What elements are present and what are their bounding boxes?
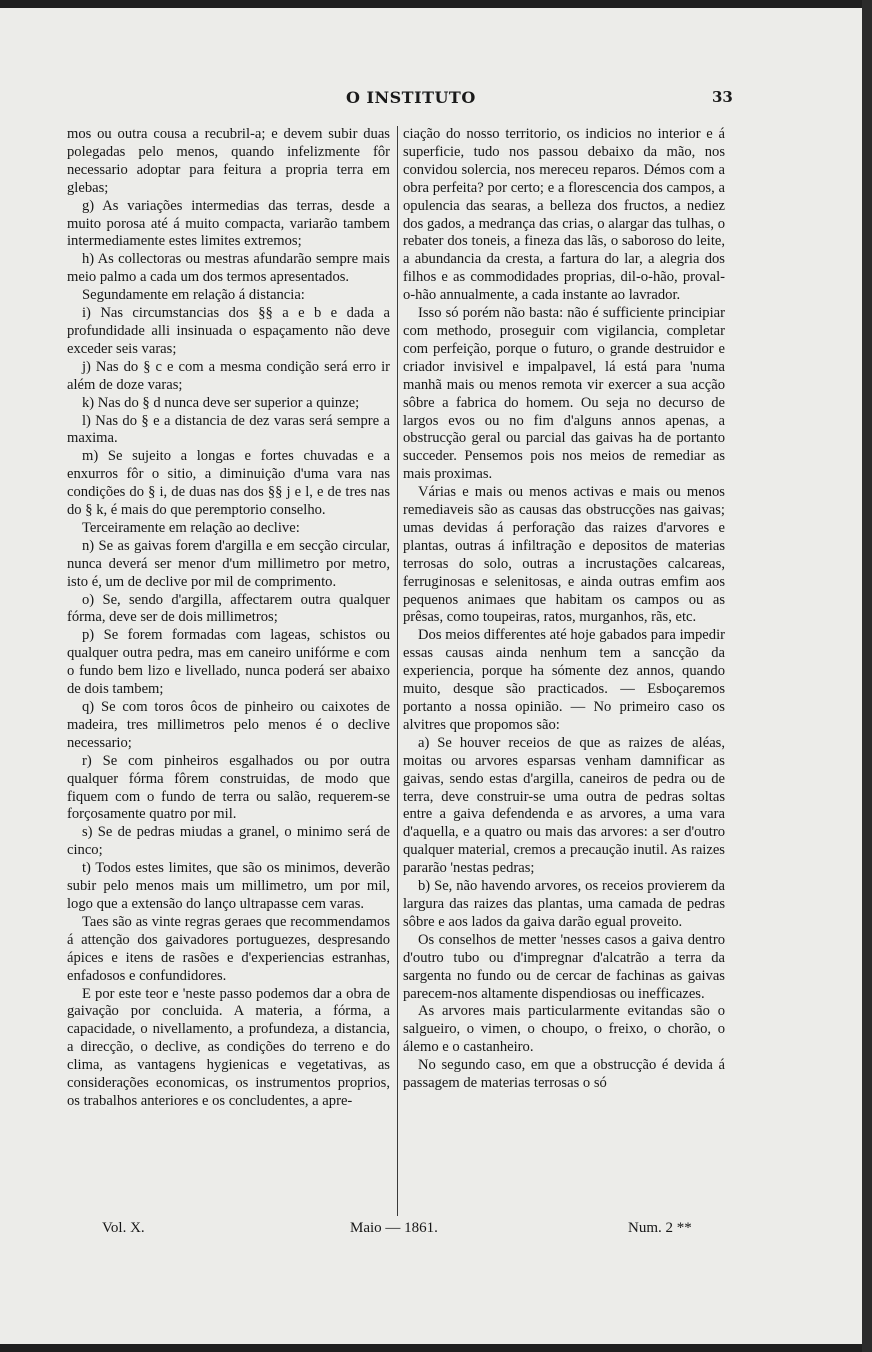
- paragraph: h) As collectoras ou mestras afundarão sempre mais meio palmo a cada um dos termos apresentados.: [67, 251, 390, 286]
- right-column: [403, 126, 725, 1093]
- paragraph: g) As variações intermedias das terras, desde a muito porosa até á muito compacta, variarão tambem intermediamente estes limites extremos;: [67, 197, 390, 250]
- paragraph: k) Nas do § d nunca deve ser superior a quinze;: [82, 394, 360, 411]
- paragraph: Os conselhos de metter 'nesses casos a gaiva dentro d'outro tubo ou d'impregnar d'alcatrão a terra da sargenta no fundo ou de cercar de fachinas as gaivas parecem-nos altamente dispendiosas ou inefficazes.: [403, 931, 725, 1002]
- journal-title: O INSTITUTO: [346, 88, 476, 107]
- page-number: 33: [712, 88, 733, 106]
- paragraph: l) Nas do § e a distancia de dez varas será sempre a maxima.: [67, 412, 390, 447]
- issue-date: Maio — 1861.: [350, 1220, 438, 1236]
- paragraph: Terceiramente em relação ao declive:: [82, 519, 300, 536]
- paragraph: o) Se, sendo d'argilla, affectarem outra qualquer fórma, deve ser de dois millimetros;: [67, 591, 390, 626]
- paragraph: Várias e mais ou menos activas e mais ou menos remediaveis são as causas das obstrucções nas gaivas; umas devidas á perforação das raizes d'arvores e plantas, outras á infiltração e depositos de materias terrosas do solo, outras a incrustações calcareas, ferruginosas e selenitosas, e ainda outras emfim aos pequenos animaes que habitam os campos ou as prêsas, como toupeiras, ratos, murganhos, rãs, etc.: [403, 484, 725, 626]
- paragraph: i) Nas circumstancias dos §§ a e b e dada a profundidade alli insinuada o espaçamento não deve exceder seis varas;: [67, 305, 390, 357]
- paragraph: No segundo caso, em que a obstrucção é devida á passagem de materias terrosas o só: [403, 1057, 725, 1092]
- left-column: [67, 126, 390, 1111]
- paragraph: j) Nas do § c e com a mesma condição será erro ir além de doze varas;: [67, 358, 390, 393]
- paragraph: Taes são as vinte regras geraes que recommendamos á attenção dos gaivadores portuguezes, despresando ápices e itens de rasões e d'experiencias estranhas, enfadosos e confundidores.: [67, 913, 390, 984]
- paragraph: Dos meios differentes até hoje gabados para impedir essas causas ainda nenhum tem a sancção da experiencia, porque ha sómente dez annos, quando muito, desque são practicados. — Esboçaremos portanto a nossa opinião. — No primeiro caso os alvitres que propomos são:: [403, 627, 725, 733]
- paragraph: m) Se sujeito a longas e fortes chuvadas e a enxurros fôr o sitio, a diminuição d'uma vara nas condições do § i, de duas nas dos §§ j e l, e de tres nas do § k, é mais do que peremptorio conselho.: [67, 448, 390, 519]
- paragraph: E por este teor e 'neste passo podemos dar a obra de gaivação por concluida. A materia, a fórma, a capacidade, o nivellamento, a profundeza, a distancia, a direcção, o declive, as condições do terreno e do clima, as vantagens hygienicas e vegetativas, as considerações economicas, os instrumentos proprios, os trabalhos anteriores e os concludentes, a apre-: [67, 985, 390, 1109]
- paragraph: Isso só porém não basta: não é sufficiente principiar com methodo, proseguir com vigilancia, completar com perfeição, porque o futuro, o grande destruidor e criador invisivel e impalpavel, lá está para 'numa manhã mais ou menos remota vir exercer a sua acção sôbre a fabrica do homem. Ou seja no decurso de largos evos ou no fim d'alguns annos apenas, a obstrucção geral ou parcial das gaivas ha de portanto succeder. Pensemos pois nos meios de remediar as mais proximas.: [403, 305, 725, 483]
- paragraph: As arvores mais particularmente evitandas são o salgueiro, o vimen, o choupo, o freixo, o chorão, o álemo e o castanheiro.: [403, 1003, 725, 1056]
- paragraph: n) Se as gaivas forem d'argilla e em secção circular, nunca deverá ser menor d'um millimetro por metro, isto é, um de declive por mil de comprimento.: [67, 537, 390, 590]
- paragraph: s) Se de pedras miudas a granel, o minimo será de cinco;: [67, 824, 390, 859]
- paragraph: mos ou outra cousa a recubril-a; e devem subir duas polegadas pelo menos, quando infelizmente fôr necessario adoptar para feitura a propria terra em glebas;: [67, 126, 390, 196]
- page-footer: [0, 1220, 862, 1242]
- paragraph: a) Se houver receios de que as raizes de aléas, moitas ou arvores esparsas venham damnificar as gaivas, sendo estas d'argilla, caneiros de pedra ou de terra, deve construir-se uma outra de pedras soltas entre a gaiva defendenda e as arvores, a uma vara d'aquella, e a quatro ou mais das arvores: a ser d'outro qualquer material, cremos a precaução inutil. As raizes pararão 'nestas pedras;: [403, 734, 725, 877]
- paragraph: r) Se com pinheiros esgalhados ou por outra qualquer fórma fôrem construidas, de modo que fiquem com o fundo de terra ou salão, requerem-se forçosamente quatro por mil.: [67, 752, 390, 823]
- paragraph: p) Se forem formadas com lageas, schistos ou qualquer outra pedra, mas em caneiro unifórme e com o fundo bem lizo e livellado, nunca poderá ser abaixo de dois tambem;: [67, 627, 390, 698]
- paragraph: b) Se, não havendo arvores, os receios provierem da largura das raizes das plantas, uma camada de pedras sôbre e aos lados da gaiva darão egual proveito.: [403, 878, 725, 930]
- column-divider: [397, 126, 398, 1216]
- paragraph: Segundamente em relação á distancia:: [82, 287, 305, 304]
- paragraph: q) Se com toros ôcos de pinheiro ou caixotes de madeira, tres millimetros pelo menos é o declive necessario;: [67, 699, 390, 751]
- volume-label: Vol. X.: [102, 1220, 145, 1236]
- running-header: [0, 88, 862, 110]
- issue-number: Num. 2 **: [628, 1220, 692, 1236]
- paragraph: ciação do nosso territorio, os indicios no interior e á superficie, tudo nos passou debaixo da mão, nos convidou solercia, nos mereceu reparos. Démos com a obra perfeita? por certo; e a florescencia dos campos, a opulencia das searas, a belleza dos fructos, a nediez dos gados, a medrança das crias, o alargar das tulhas, o rebater dos toneis, a fineza das lãs, o saboroso do leite, a abundancia da cresta, a fartura do lar, a alegria dos filhos e as commodidades proprias, dil-o-hão, proval-o-hão annualmente, a cada instante ao lavrador.: [403, 126, 725, 304]
- journal-page: [0, 8, 862, 1344]
- paragraph: t) Todos estes limites, que são os minimos, deverão subir pelo menos mais um millimetro, um por mil, logo que a extensão do lanço ultrapasse cem varas.: [67, 860, 390, 912]
- page-edge-shadow: [862, 0, 872, 1352]
